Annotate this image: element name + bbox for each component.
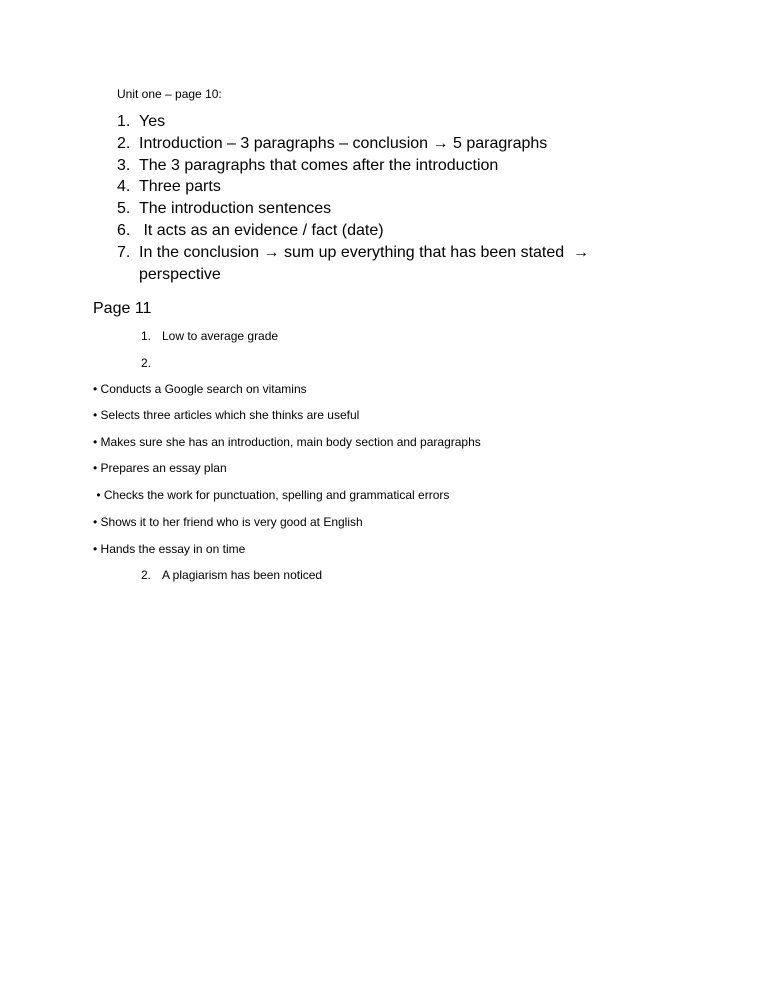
list-text: A plagiarism has been noticed <box>162 568 323 582</box>
list-text: In the conclusion → sum up everything that has been stated → <box>139 243 590 261</box>
page-11-item <box>141 328 278 344</box>
list-text: Yes <box>139 113 166 130</box>
list-number: 4. <box>117 178 131 196</box>
bullet-item: • Hands the essay in on time <box>93 542 246 556</box>
bullet-item: • Prepares an essay plan <box>93 461 227 475</box>
list-text: Low to average grade <box>162 329 279 343</box>
list-text: perspective <box>139 265 221 283</box>
list-text: The introduction sentences <box>139 200 332 218</box>
list-item-continuation <box>117 264 637 286</box>
list-number: 2. <box>117 134 131 152</box>
list-number: 5. <box>117 200 131 218</box>
list-number: 7. <box>117 243 131 261</box>
list-number <box>117 264 139 286</box>
list-item <box>117 242 637 264</box>
bullet-item: • Shows it to her friend who is very good at English <box>93 515 363 529</box>
list-number: 1. <box>141 329 152 343</box>
list-text: Introduction – 3 paragraphs – conclusion → 5 paragraphs <box>139 134 548 152</box>
list-text: It acts as an evidence / fact (date) <box>139 221 384 239</box>
list-text: Three parts <box>139 178 221 196</box>
bullet-item: • Checks the work for punctuation, spelling and grammatical errors <box>93 488 450 502</box>
list-item <box>117 198 637 220</box>
page-11-heading: Page 11 <box>93 300 152 317</box>
list-item <box>117 155 637 177</box>
bullet-item: • Selects three articles which she thinks are useful <box>93 408 360 422</box>
list-text: The 3 paragraphs that comes after the introduction <box>139 156 499 174</box>
list-number: 1. <box>117 113 131 130</box>
bullet-item: • Makes sure she has an introduction, main body section and paragraphs <box>93 435 481 449</box>
bullet-item: • Conducts a Google search on vitamins <box>93 382 307 396</box>
list-number: 2. <box>141 568 152 582</box>
final-item <box>141 567 322 583</box>
list-item <box>117 133 637 155</box>
list-item <box>117 176 637 198</box>
list-number: 6. <box>117 221 131 239</box>
list-number: 2. <box>141 356 152 370</box>
page-11-item <box>141 355 162 371</box>
section-heading: Unit one – page 10: <box>117 87 222 101</box>
list-item <box>117 220 637 242</box>
list-item <box>117 111 637 133</box>
list-number: 3. <box>117 156 131 174</box>
answers-list-page-10 <box>117 111 637 285</box>
